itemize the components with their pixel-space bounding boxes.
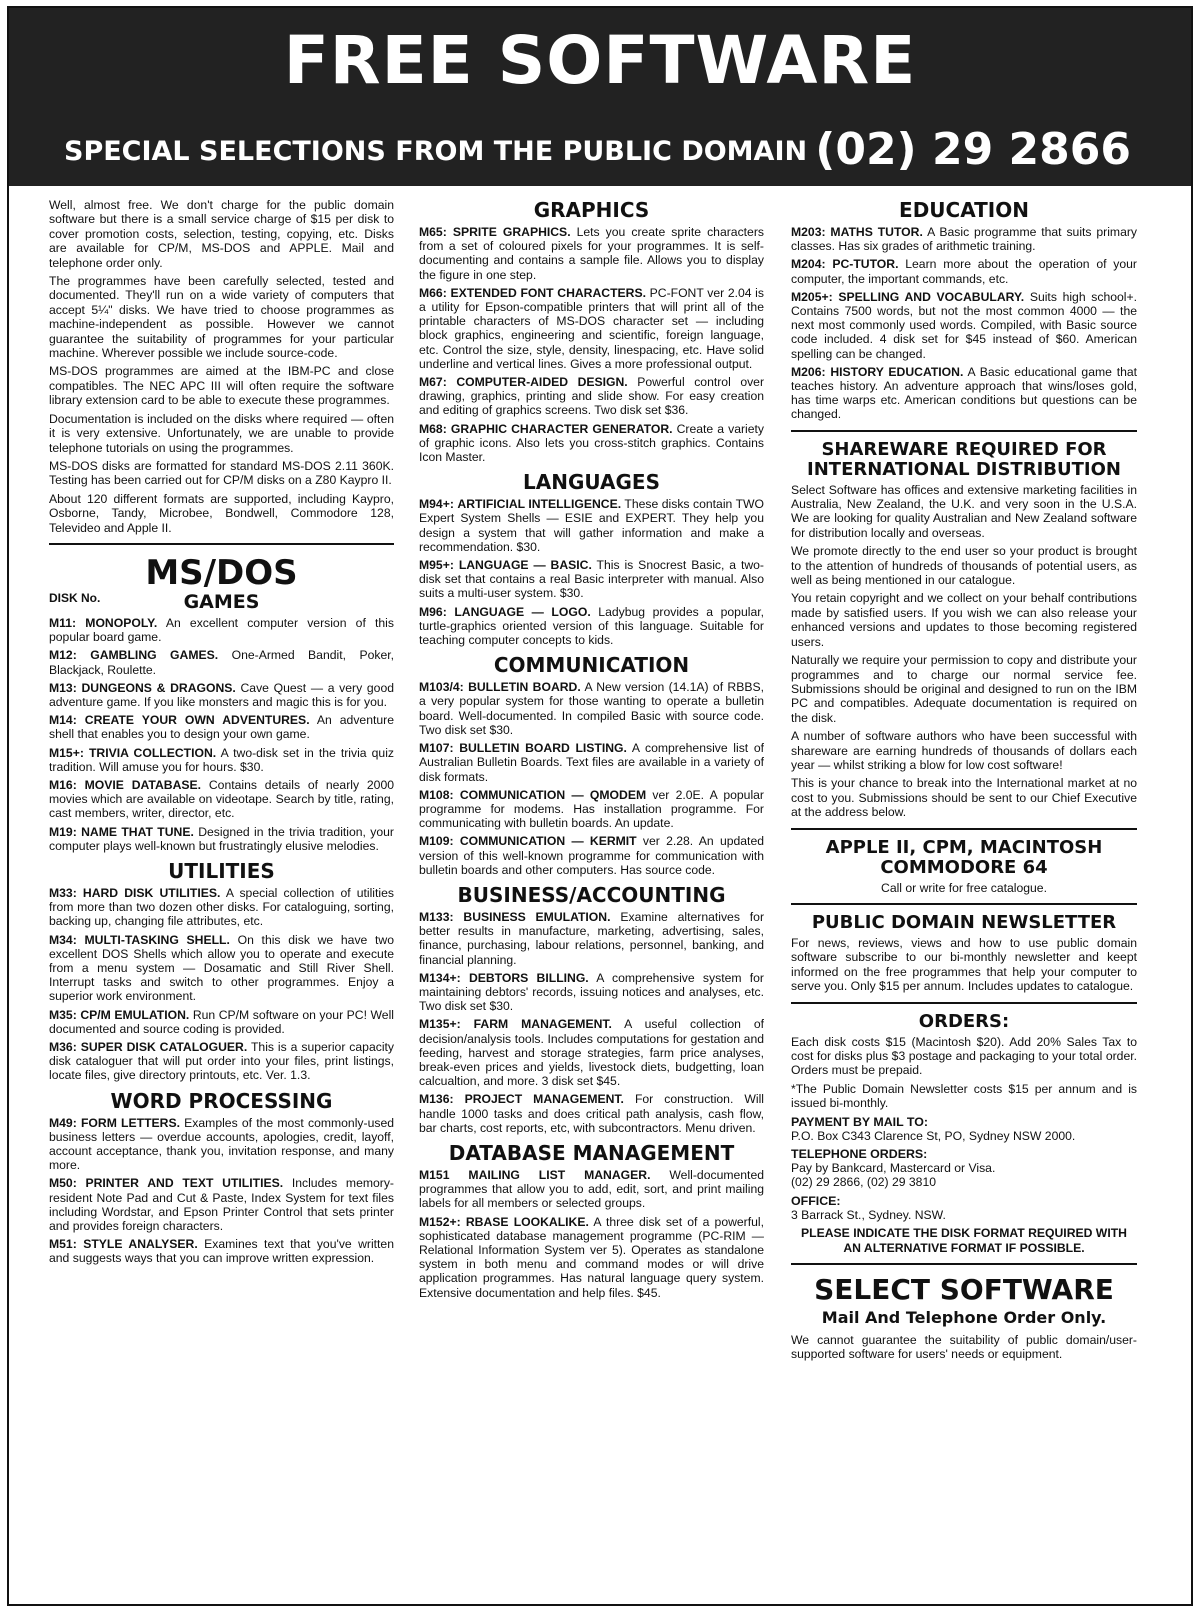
apple-subtitle: Call or write for free catalogue. xyxy=(881,880,1047,895)
catalogue-item xyxy=(49,746,394,774)
intro-paragraph: Well, almost free. We don't charge for the public domain software but there is a small service charge of $15 per disk to cover promotion costs, selection, testing, copying, etc. Disks are available for CP/M, MS-DOS and APPLE. Mail and telephone order only. xyxy=(49,198,394,270)
disk-code: M67: xyxy=(419,375,447,390)
catalogue-item xyxy=(419,497,764,554)
item-name: NAME THAT TUNE. xyxy=(81,824,194,839)
apple-heading: APPLE II, CPM, MACINTOSH COMMODORE 64 xyxy=(825,836,1103,878)
catalogue-item xyxy=(419,1215,764,1300)
item-description: One-Armed Bandit, Poker, Blackjack, Roulette. xyxy=(49,648,394,677)
item-description: Cave Quest — a very good adventure game. If you like monsters and magic this is for you. xyxy=(49,680,394,709)
disk-code: M49: xyxy=(49,1115,77,1130)
disk-code: M68: xyxy=(419,421,447,436)
disk-code: M152+: xyxy=(419,1214,461,1229)
education-heading: EDUCATION xyxy=(899,198,1029,222)
word-processing-heading: WORD PROCESSING xyxy=(110,1088,333,1113)
shareware-paragraph: We promote directly to the end user so your product is brought to the attention of hundreds of thousands of potential users, as well as being mentioned in our catalogue. xyxy=(791,544,1137,588)
item-name: MOVIE DATABASE. xyxy=(84,777,202,792)
newsletter-text: For news, reviews, views and how to use public domain software subscribe to our bi-monthly newsletter and keept informed on the free programmes that help your computer to serve you. Only $15 per annum. Includes updates to catalogue. xyxy=(791,935,1137,994)
item-description: An adventure shell that enables you to design your own game. xyxy=(49,713,394,742)
intro-paragraph: MS-DOS programmes are aimed at the IBM-PC and close compatibles. The NEC APC III will often require the software library extension card to be able to execute these programmes. xyxy=(49,364,394,408)
shareware-paragraph: This is your chance to break into the International market at no cost to you. Submissions should be sent to our Chief Executive at the address below. xyxy=(791,776,1137,820)
mail-address: P.O. Box C343 Clarence St, PO, Sydney NSW 2000. xyxy=(791,1128,1076,1143)
catalogue-item xyxy=(49,616,394,644)
disclaimer-text: We cannot guarantee the suitability of public domain/user-supported software for users' needs or equipment. xyxy=(791,1333,1137,1362)
office-address: 3 Barrack St., Sydney. NSW. xyxy=(791,1207,946,1222)
item-description: A three disk set of a powerful, sophisticated database management programme (PC-RIM — Relational Information System ver 5). Operates as standalone system in both menu and command modes or will drive application programmes. Has natural language query system. Extensive documentation and help files. $45. xyxy=(419,1214,764,1300)
communication-heading: COMMUNICATION xyxy=(493,653,690,678)
item-description: Includes memory-resident Note Pad and Cut & Paste, Index System for text files including Wordstar, and Epson Printer Control that sets printer and provides foreign characters. xyxy=(49,1176,394,1234)
catalogue-item xyxy=(791,365,1137,422)
disk-code: M11: xyxy=(49,615,77,630)
catalogue-item xyxy=(791,290,1137,361)
intro-paragraph: Documentation is included on the disks where required — often it is very extensive. Unfortunately, we are unable to provide telephone tutorials on using the programmes. xyxy=(49,411,394,455)
item-description: Ladybug provides a popular, turtle-graphics oriented version of this language. Suitable for teaching computer concepts to kids. xyxy=(419,604,764,648)
utilities-heading: UTILITIES xyxy=(168,858,275,883)
utilities-list xyxy=(49,886,394,1083)
telephone-numbers: (02) 29 2866, (02) 29 3810 xyxy=(791,1175,937,1190)
page-title: FREE SOFTWARE xyxy=(283,22,917,99)
brand-tagline: Mail And Telephone Order Only. xyxy=(821,1308,1107,1328)
item-description: ver 2.0E. A popular programme for modems. Has installation programme. For communicating with bulletin boards. An update. xyxy=(419,787,764,831)
item-name: DEBTORS BILLING. xyxy=(468,970,589,985)
catalogue-item xyxy=(419,910,764,967)
catalogue-item xyxy=(419,680,764,737)
item-name: MATHS TUTOR. xyxy=(830,225,923,239)
advertisement-page xyxy=(7,6,1193,1606)
item-description: These disks contain TWO Expert System Shells — ESIE and EXPERT. They help you design a system that will gather information and make a recommendation. $30. xyxy=(419,497,764,554)
item-description: Learn more about the operation of your computer, the important commands, etc. xyxy=(791,257,1137,286)
column-left xyxy=(49,198,394,1584)
item-name: PROJECT MANAGEMENT. xyxy=(464,1092,624,1107)
disk-code: M13: xyxy=(49,680,77,695)
disk-code: M136: xyxy=(419,1092,454,1107)
disk-code: M36: xyxy=(49,1040,77,1055)
item-description: Powerful control over drawing, graphics, printing and slide show. For easy creation and editing of graphics screens. Two disk set $36. xyxy=(419,375,764,418)
disk-code: M34: xyxy=(49,932,77,947)
disk-code: M12: xyxy=(49,648,77,663)
item-name: MAILING LIST MANAGER. xyxy=(468,1167,651,1182)
divider xyxy=(791,430,1137,432)
catalogue-item xyxy=(419,834,764,877)
brand-logo: SELECT SOFTWARE xyxy=(814,1273,1114,1307)
shareware-paragraph: A number of software authors who have been successful with shareware are earning hundreds of thousands of dollars each year — whilst striking a blow for low cost software! xyxy=(791,729,1137,772)
disk-code: M15+: xyxy=(49,745,84,760)
disk-code: M206: xyxy=(791,364,826,379)
item-name: ARTIFICIAL INTELLIGENCE. xyxy=(457,497,622,512)
catalogue-item xyxy=(49,778,394,821)
catalogue-item xyxy=(419,971,764,1014)
graphics-heading: GRAPHICS xyxy=(533,198,650,222)
catalogue-item xyxy=(49,825,394,853)
item-description: An excellent computer version of this popular board game. xyxy=(49,615,394,645)
business-heading: BUSINESS/ACCOUNTING xyxy=(457,882,726,907)
item-description: Contains details of nearly 2000 movies which are available on videotape. Search by title, rating, cast members, writer, director, etc. xyxy=(49,777,394,821)
catalogue-item xyxy=(49,1176,394,1233)
catalogue-item xyxy=(419,1092,764,1135)
intro-text xyxy=(49,198,394,535)
item-name: TRIVIA COLLECTION. xyxy=(88,745,217,760)
item-name: FORM LETTERS. xyxy=(80,1115,180,1130)
catalogue-item xyxy=(49,1008,394,1036)
item-name: SUPER DISK CATALOGUER. xyxy=(80,1040,248,1055)
disk-code: M204: xyxy=(791,257,826,272)
database-list xyxy=(419,1168,764,1300)
catalogue-item xyxy=(419,286,764,371)
orders-heading: ORDERS: xyxy=(918,1010,1010,1032)
disk-code: M19: xyxy=(49,824,77,839)
msdos-heading: MS/DOS xyxy=(145,552,298,593)
item-description: A two-disk set in the trivia quiz tradition. Will amuse you for hours. $30. xyxy=(49,745,394,774)
catalogue-item xyxy=(49,1116,394,1173)
telephone-payment: Pay by Bankcard, Mastercard or Visa. xyxy=(791,1161,996,1176)
column-middle xyxy=(419,198,764,1584)
orders-pricing: Each disk costs $15 (Macintosh $20). Add 20% Sales Tax to cost for disks plus $3 postage and packaging to your total order. Orders must be prepaid. xyxy=(791,1034,1137,1078)
catalogue-item xyxy=(49,681,394,709)
item-name: COMMUNICATION — KERMIT xyxy=(459,834,637,849)
catalogue-item xyxy=(419,605,764,648)
item-name: LANGUAGE — LOGO. xyxy=(454,604,591,619)
item-description: A Basic educational game that teaches history. An adventure approach that wins/loses gold, has time warps etc. American conditions but questions can be changed. xyxy=(791,364,1137,422)
item-description: A Basic programme that suits primary classes. Has six grades of arithmetic training. xyxy=(791,225,1137,254)
item-name: SPRITE GRAPHICS. xyxy=(452,225,571,239)
item-description: This is a superior capacity disk cataloguer that will put order into your files, print listings, locate files, give directory printouts, etc. Ver. 1.3. xyxy=(49,1040,394,1083)
intro-paragraph: About 120 different formats are supported, including Kaypro, Osborne, Tandy, Microbee, Bondwell, Commodore 128, Televideo and Apple II. xyxy=(49,491,394,535)
catalogue-item xyxy=(419,788,764,831)
item-name: CP/M EMULATION. xyxy=(80,1007,190,1022)
database-heading: DATABASE MANAGEMENT xyxy=(448,1140,735,1165)
graphics-list xyxy=(419,225,764,464)
catalogue-item xyxy=(419,375,764,418)
item-description: Examines text that you've written and suggests ways that you can improve written expression. xyxy=(49,1237,394,1266)
catalogue-item xyxy=(419,422,764,465)
disk-code: M35: xyxy=(49,1007,77,1022)
divider xyxy=(791,1263,1137,1265)
item-description: Suits high school+. Contains 7500 words, but not the most common 4000 — the next most commonly used words. Compiled, with Basic source code included. 4 disk set for $45 instead of $60. American spelling can be changed. xyxy=(791,289,1137,361)
divider xyxy=(791,903,1137,905)
disk-number-label: DISK No. xyxy=(49,590,101,605)
disk-code: M16: xyxy=(49,777,77,792)
mail-label: PAYMENT BY MAIL TO: xyxy=(791,1114,929,1129)
item-description: This is Snocrest Basic, a two-disk set that contains a real Basic interpreter with manual. Also suits a multi-user system. $30. xyxy=(419,558,764,601)
disk-code: M134+: xyxy=(419,970,461,985)
disk-code: M133: xyxy=(419,909,454,924)
business-list xyxy=(419,910,764,1135)
catalogue-item xyxy=(49,933,394,1004)
item-name: BULLETIN BOARD LISTING. xyxy=(459,741,627,756)
shareware-paragraph: You retain copyright and we collect on your behalf contributions made by satisfied users. If you wish we can also release your enhanced versions and updates to those becoming registered users. xyxy=(791,591,1137,649)
catalogue-item xyxy=(49,648,394,676)
catalogue-item xyxy=(49,713,394,741)
disk-code: M108: xyxy=(419,787,454,802)
item-description: Examine alternatives for better results in manufacture, marketing, advertising, sales, finance, purchasing, labour relations, personnel, banking, and financial planning. xyxy=(419,909,764,967)
divider xyxy=(791,828,1137,830)
divider xyxy=(791,1002,1137,1004)
item-name: PRINTER AND TEXT UTILITIES. xyxy=(85,1176,284,1191)
disk-code: M107: xyxy=(419,741,454,756)
item-name: PC-TUTOR. xyxy=(832,257,899,272)
item-name: GRAPHIC CHARACTER GENERATOR. xyxy=(450,421,673,436)
item-name: GAMBLING GAMES. xyxy=(90,648,219,663)
shareware-text xyxy=(791,483,1137,820)
disk-code: M94+: xyxy=(419,497,454,512)
item-name: COMMUNICATION — QMODEM xyxy=(459,787,647,802)
item-description: Create a variety of graphic icons. Also lets you cross-stitch graphics. Contains Icon Master. xyxy=(419,421,764,465)
disk-code: M14: xyxy=(49,713,77,728)
item-description: Run CP/M software on your PC! Well documented and source coding is provided. xyxy=(49,1007,394,1036)
office-label: OFFICE: xyxy=(791,1193,841,1208)
item-name: RBASE LOOKALIKE. xyxy=(465,1214,589,1229)
languages-list xyxy=(419,497,764,647)
catalogue-item xyxy=(791,257,1137,285)
item-description: Designed in the trivia tradition, your computer plays well-known but frustratingly elusive melodies. xyxy=(49,824,394,853)
disk-code: M51: xyxy=(49,1237,77,1252)
disk-code: M205+: xyxy=(791,289,833,304)
item-name: HISTORY EDUCATION. xyxy=(830,364,964,379)
catalogue-item xyxy=(419,1168,764,1211)
education-list xyxy=(791,225,1137,422)
intro-paragraph: The programmes have been carefully selected, tested and documented. They'll run on a wide variety of computers that accept 5¼" disks. We have tried to choose programmes as machine-independent as possible. However we cannot guarantee the suitability of programmes for your particular machine. Wherever possible we include source-code. xyxy=(49,274,394,361)
telephone-label: TELEPHONE ORDERS: xyxy=(791,1147,928,1162)
item-description: For construction. Will handle 1000 tasks and does critical path analysis, cash flow, bar charts, cost reports, etc, with subcontractors. Menu driven. xyxy=(419,1092,764,1135)
item-name: HARD DISK UTILITIES. xyxy=(82,885,221,900)
item-name: LANGUAGE — BASIC. xyxy=(458,558,592,573)
item-name: BULLETIN BOARD. xyxy=(468,680,581,695)
column-right xyxy=(791,198,1137,1584)
disk-code: M109: xyxy=(419,834,454,849)
item-name: MONOPOLY. xyxy=(85,615,158,630)
banner-subtitle: SPECIAL SELECTIONS FROM THE PUBLIC DOMAIN xyxy=(64,136,808,167)
item-name: MULTI-TASKING SHELL. xyxy=(84,932,230,947)
shareware-paragraph: Naturally we require your permission to copy and distribute your programmes and to charge our normal service fee. Submissions should be original and designed to run on the IBM PC and compatibles. Adequate documentation is required on the disk. xyxy=(791,653,1137,725)
disk-code: M33: xyxy=(49,885,77,900)
item-name: DUNGEONS & DRAGONS. xyxy=(81,680,236,695)
item-description: ver 2.28. An updated version of this well-known programme for communication with bulletin boards and other computers. Has source code. xyxy=(419,834,764,877)
item-name: FARM MANAGEMENT. xyxy=(473,1017,612,1032)
item-name: CREATE YOUR OWN ADVENTURES. xyxy=(84,713,310,728)
divider xyxy=(49,543,394,545)
newsletter-heading: PUBLIC DOMAIN NEWSLETTER xyxy=(811,911,1117,933)
shareware-paragraph: Select Software has offices and extensive marketing facilities in Australia, New Zealand, the U.K. and very soon in the U.S.A. We are looking for quality Australian and New Zealand software for distribution locally and overseas. xyxy=(791,482,1137,540)
item-name: SPELLING AND VOCABULARY. xyxy=(838,289,1025,304)
orders-newsletter-note: *The Public Domain Newsletter costs $15 per annum and is issued bi-monthly. xyxy=(791,1081,1137,1111)
disk-code: M96: xyxy=(419,604,447,619)
disk-code: M135+: xyxy=(419,1017,461,1032)
item-name: COMPUTER-AIDED DESIGN. xyxy=(456,375,628,390)
item-description: On this disk we have two excellent DOS Shells which allow you to operate and execute from a menu system — Dosamatic and Still River Shell. Interrupt tasks and switch to other programmes. Enjoy a superior work environment. xyxy=(49,932,394,1004)
languages-heading: LANGUAGES xyxy=(523,470,660,495)
item-description: A special collection of utilities from more than two dozen other disks. For cataloguing, sorting, backing up, changing file attributes, etc. xyxy=(49,885,394,929)
catalogue-item xyxy=(49,886,394,929)
item-description: A comprehensive list of Australian Bulletin Boards. Text files are available in a variety of disk formats. xyxy=(419,741,764,784)
phone-number: (02) 29 2866 xyxy=(815,124,1131,175)
word-processing-list xyxy=(49,1116,394,1266)
games-list xyxy=(49,616,394,853)
shareware-heading: SHAREWARE REQUIRED FOR INTERNATIONAL DISTRIBUTION xyxy=(807,438,1121,480)
item-description: Lets you create sprite characters from a set of coloured pixels for your programmes. It is self-documenting and contains a sample file. Allows you to display the figure in one step. xyxy=(419,225,764,282)
item-name: BUSINESS EMULATION. xyxy=(463,909,611,924)
item-description: PC-FONT ver 2.04 is a utility for Epson-compatible printers that will print all of the printable characters of MS-DOS character set — including block graphics, engineering and scientific, foreign language, etc. Control the size, style, density, linespacing, etc. Have solid underline and vertical lines. Gives a more professional output. xyxy=(419,285,764,371)
item-description: Examples of the most commonly-used business letters — overdue accounts, apologies, credit, layoff, account acceptance, thank you, invitation response, and many more. xyxy=(49,1115,394,1173)
catalogue-item xyxy=(419,225,764,282)
item-name: STYLE ANALYSER. xyxy=(83,1237,198,1252)
format-notice: PLEASE INDICATE THE DISK FORMAT REQUIRED WITH AN ALTERNATIVE FORMAT IF POSSIBLE. xyxy=(801,1226,1127,1255)
intro-paragraph: MS-DOS disks are formatted for standard MS-DOS 2.11 360K. Testing has been carried out for CP/M disks on a Z80 Kaypro II. xyxy=(49,458,394,488)
catalogue-item xyxy=(419,558,764,601)
item-description: A New version (14.1A) of RBBS, a very popular system for those wanting to operate a bulletin board. Well-documented. In compiled Basic with source code. Two disk set $30. xyxy=(419,680,764,737)
communication-list xyxy=(419,680,764,877)
disk-code: M203: xyxy=(791,225,826,239)
disk-code: M66: xyxy=(419,285,447,300)
item-description: A comprehensive system for maintaining debtors' records, issuing notices and analyses, etc. Two disk set $30. xyxy=(419,970,764,1014)
catalogue-item xyxy=(419,1017,764,1088)
games-heading: GAMES xyxy=(183,590,260,613)
disk-code: M65: xyxy=(419,225,447,239)
item-description: A useful collection of decision/analysis tools. Includes computations for gestation and feeding, harvest and storage strategies, farm price analyses, break-even prices and yields, livestock diets, budgetting, loan calcualtion, and more. 3 disk set $45. xyxy=(419,1017,764,1089)
catalogue-item xyxy=(49,1040,394,1083)
disk-code: M151 xyxy=(419,1167,450,1182)
catalogue-item xyxy=(49,1237,394,1265)
disk-code: M103/4: xyxy=(419,680,464,695)
catalogue-item xyxy=(419,741,764,784)
catalogue-item xyxy=(791,225,1137,253)
item-name: EXTENDED FONT CHARACTERS. xyxy=(450,285,646,300)
disk-code: M95+: xyxy=(419,558,454,573)
disk-code: M50: xyxy=(49,1176,77,1191)
header-banner xyxy=(9,8,1191,186)
item-description: Well-documented programmes that allow you to add, edit, sort, and print mailing labels for all members or selected groups. xyxy=(419,1167,764,1211)
